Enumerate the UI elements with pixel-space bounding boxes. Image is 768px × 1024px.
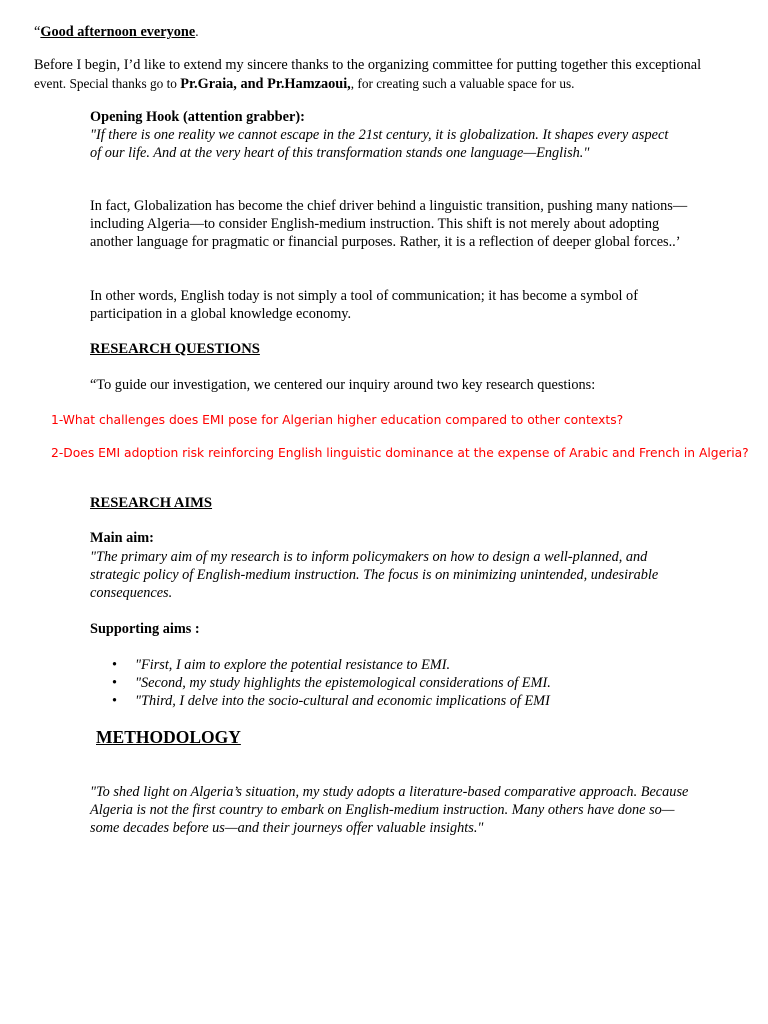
greeting-line [34, 23, 734, 42]
greeting-end: . [195, 24, 199, 39]
globalization-paragraph: In fact, Globalization has become the chief driver behind a linguistic transition, pushing many nations—including Algeria—to consider English-medium instruction. This shift is not merely about adopting another language for pragmatic or financial purposes. Rather, it is a reflection of deeper global forces..’ [90, 198, 688, 250]
main-aim-label: Main aim: [90, 530, 154, 546]
methodology-text: "To shed light on Algeria’s situation, my study adopts a literature-based comparative approach. Because Algeria is not the first country to embark on English-medium instruction. Many others have done so—some decades before us—and their journeys offer valuable insights." [90, 784, 689, 836]
intro-line-1: Before I begin, I’d like to extend my sincere thanks to the organizing committee for putting together this exceptional [34, 57, 702, 73]
hook-quote: "If there is one reality we cannot escape in the 21st century, it is globalization. It shapes every aspect of our life. And at the very heart of this transformation stands one language—English." [90, 127, 669, 161]
methodology-heading: METHODOLOGY [96, 727, 241, 747]
greeting-open-quote: “ [34, 24, 41, 40]
main-aim-text: "The primary aim of my research is to inform policymakers on how to design a well-planned, and strategic policy of English-medium instruction. The focus is on minimizing unintended, undesirable consequences. [90, 549, 659, 601]
list-item: • "Third, I delve into the socio-cultural and economic implications of EMI [90, 692, 710, 710]
hook-title: Opening Hook (attention grabber): [90, 109, 305, 125]
research-question-2: 2-Does EMI adoption risk reinforcing English linguistic dominance at the expense of Arabic and French in Algeria? [51, 446, 749, 460]
intro-names: Pr.Graia, and Pr.Hamzaoui, [180, 75, 351, 92]
intro-line-2 [34, 75, 754, 94]
greeting-text: Good afternoon everyone [40, 24, 196, 40]
research-aims-heading: RESEARCH AIMS [90, 495, 213, 511]
intro-line-2-end: , for creating such a valuable space for us. [350, 75, 575, 91]
other-words-paragraph: In other words, English today is not simply a tool of communication; it has become a symbol of participation in a global knowledge economy. [90, 288, 638, 322]
research-question-1: 1-What challenges does EMI pose for Algerian higher education compared to other contexts? [51, 413, 624, 427]
research-questions-heading: RESEARCH QUESTIONS [90, 341, 260, 357]
list-item: • "First, I aim to explore the potential resistance to EMI. [90, 656, 710, 674]
intro-line-2-start: event. Special thanks go to [34, 75, 181, 91]
list-item: • "Second, my study highlights the epistemological considerations of EMI. [90, 674, 710, 692]
research-questions-intro: “To guide our investigation, we centered our inquiry around two key research questions: [90, 377, 596, 393]
supporting-aims-label: Supporting aims : [90, 621, 200, 637]
intro-paragraph [34, 57, 754, 94]
supporting-aims-list [90, 656, 710, 710]
